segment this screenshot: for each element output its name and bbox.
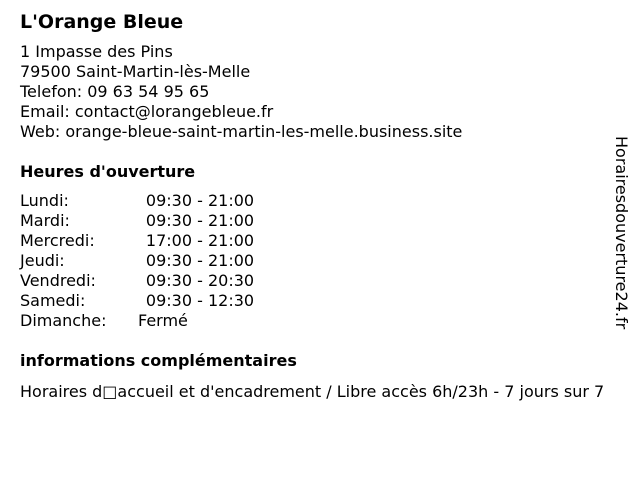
day-label: Jeudi: xyxy=(20,251,65,270)
day-hours: 09:30 - 21:00 xyxy=(145,211,255,230)
additional-info-text: Horaires d□accueil et d'encadrement / Libre accès 6h/23h - 7 jours sur 7 xyxy=(20,382,605,401)
day-label: Vendredi: xyxy=(20,271,96,290)
phone-number: Telefon: 09 63 54 95 65 xyxy=(20,82,210,101)
hours-row-monday xyxy=(20,191,262,211)
day-label: Mercredi: xyxy=(20,231,95,250)
hours-row-thursday xyxy=(20,251,262,271)
postal-city: 79500 Saint-Martin-lès-Melle xyxy=(20,62,251,81)
site-watermark: Horairesdouverture24.fr xyxy=(612,136,631,330)
business-card xyxy=(20,10,605,402)
email-address: Email: contact@lorangebleue.fr xyxy=(20,102,274,121)
hours-row-friday xyxy=(20,271,262,291)
website-address: Web: orange-bleue-saint-martin-les-melle.business.site xyxy=(20,122,463,141)
day-label: Dimanche: xyxy=(20,311,107,330)
hours-row-wednesday xyxy=(20,231,262,251)
day-hours: 09:30 - 12:30 xyxy=(145,291,255,310)
street-address: 1 Impasse des Pins xyxy=(20,42,173,61)
opening-hours-table xyxy=(20,191,262,331)
hours-row-sunday xyxy=(20,311,262,331)
hours-row-tuesday xyxy=(20,211,262,231)
day-label: Lundi: xyxy=(20,191,69,210)
day-hours: 09:30 - 20:30 xyxy=(145,271,255,290)
business-name: L'Orange Bleue xyxy=(20,11,184,33)
additional-info-heading: informations complémentaires xyxy=(20,351,297,370)
opening-hours-heading: Heures d'ouverture xyxy=(20,162,196,181)
day-hours: 09:30 - 21:00 xyxy=(145,251,255,270)
day-hours: 09:30 - 21:00 xyxy=(145,191,255,210)
address-block xyxy=(20,42,605,142)
day-hours: 17:00 - 21:00 xyxy=(145,231,255,250)
day-hours: Fermé xyxy=(138,311,188,330)
hours-row-saturday xyxy=(20,291,262,311)
day-label: Samedi: xyxy=(20,291,86,310)
day-label: Mardi: xyxy=(20,211,70,230)
